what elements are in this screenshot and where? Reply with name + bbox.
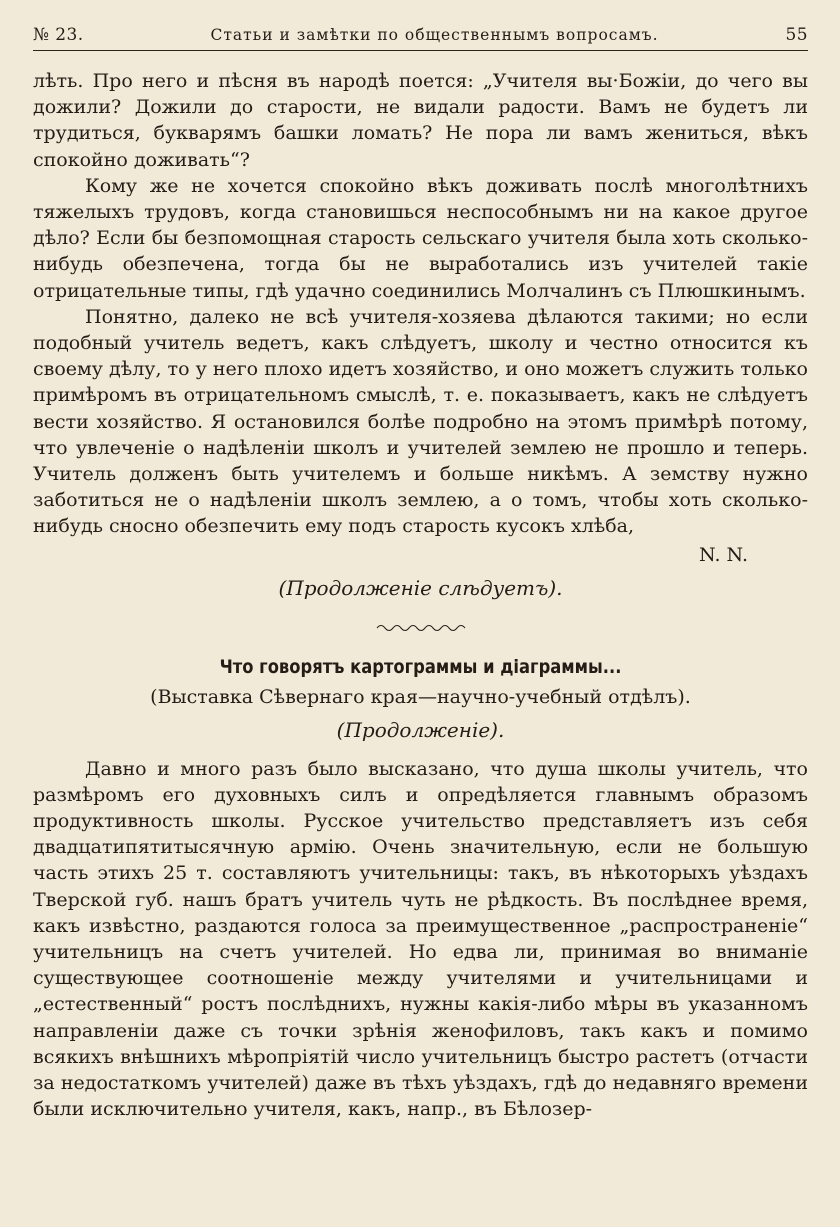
section-title: Статьи и замѣтки по общественнымъ вопросамъ. [210, 26, 659, 44]
paragraph: Кому же не хочется спокойно вѣкъ доживать послѣ многолѣтнихъ тяжелыхъ трудовъ, когда становишься неспособнымъ ни на какое другое дѣло? Если бы безпомощная старость сельскаго учителя была хоть сколько-нибудь обезпечена, тогда бы не выработались изъ учителей такiе отрицательные типы, гдѣ удачно соединились Молчалинъ съ Плюшкинымъ. [33, 174, 808, 302]
continuation-note: (Продолженiе слѣдуетъ). [278, 575, 563, 600]
section-divider-ornament [33, 622, 808, 632]
header-rule [33, 50, 808, 51]
article-title: Что говорятъ картограммы и дiаграммы... [219, 655, 622, 678]
continuation-label: (Продолженiе). [336, 717, 505, 742]
page-number: 55 [785, 25, 808, 45]
running-header [33, 22, 808, 48]
paragraph: лѣть. Про него и пѣсня въ народѣ поется: „Учителя вы·Божiи, до чего вы дожили? Дожили до старости, не видали радости. Вамъ не будетъ ли трудиться, букварямъ башки ломать? Не пора ли вамъ жениться, вѣкъ спокойно доживать“? [33, 70, 808, 171]
page-body [33, 68, 808, 1123]
author-signature: N. N. [699, 543, 748, 566]
paragraph: Понятно, далеко не всѣ учителя-хозяева дѣлаются такими; но если подобный учитель ведетъ, какъ слѣдуетъ, школу и честно относится къ своему дѣлу, то у него плохо идетъ хозяйство, и оно можетъ служить только примѣромъ въ отрицательномъ смыслѣ, т. е. показываетъ, какъ не слѣдуетъ вести хозяйство. Я остановился болѣе подробно на этомъ примѣрѣ потому, что увлеченiе о надѣленiи школъ и учителей землею не прошло и теперь. Учитель долженъ быть учителемъ и больше никѣмъ. А земству нужно заботиться не о надѣленiи школъ землею, а о томъ, чтобы хоть сколько-нибудь сносно обезпечить ему подъ старость кусокъ хлѣба, [33, 305, 808, 538]
issue-number: № 23. [33, 25, 84, 45]
paragraph: Давно и много разъ было высказано, что душа школы учитель, что размѣромъ его духовныхъ силъ и опредѣляется главнымъ образомъ продуктивность школы. Русское учительство представляетъ изъ себя двадцатипятитысячную армiю. Очень значительную, если не большую часть этихъ 25 т. составляютъ учительницы: такъ, въ нѣкоторыхъ уѣздахъ Тверской губ. нашъ братъ учитель чуть не рѣдкость. Въ послѣднее время, какъ извѣстно, раздаются голоса за преимущественное „распространенiе“ учительницъ на счетъ учителей. Но едва ли, принимая во вниманiе существующее соотношенiе между учителями и учительницами и „естественный“ ростъ послѣднихъ, нужны какiя-либо мѣры въ указанномъ направленiи даже съ точки зрѣнiя женофиловъ, такъ какъ и помимо всякихъ внѣшнихъ мѣропрiятiй число учительницъ быстро растетъ (отчасти за недостаткомъ учителей) даже въ тѣхъ уѣздахъ, гдѣ до недавняго времени были исключительно учителя, какъ, напр., въ Бѣлозер- [33, 757, 808, 1121]
article-subtitle: (Выставка Сѣвернаго края—научно-учебный отдѣлъ). [150, 685, 691, 708]
